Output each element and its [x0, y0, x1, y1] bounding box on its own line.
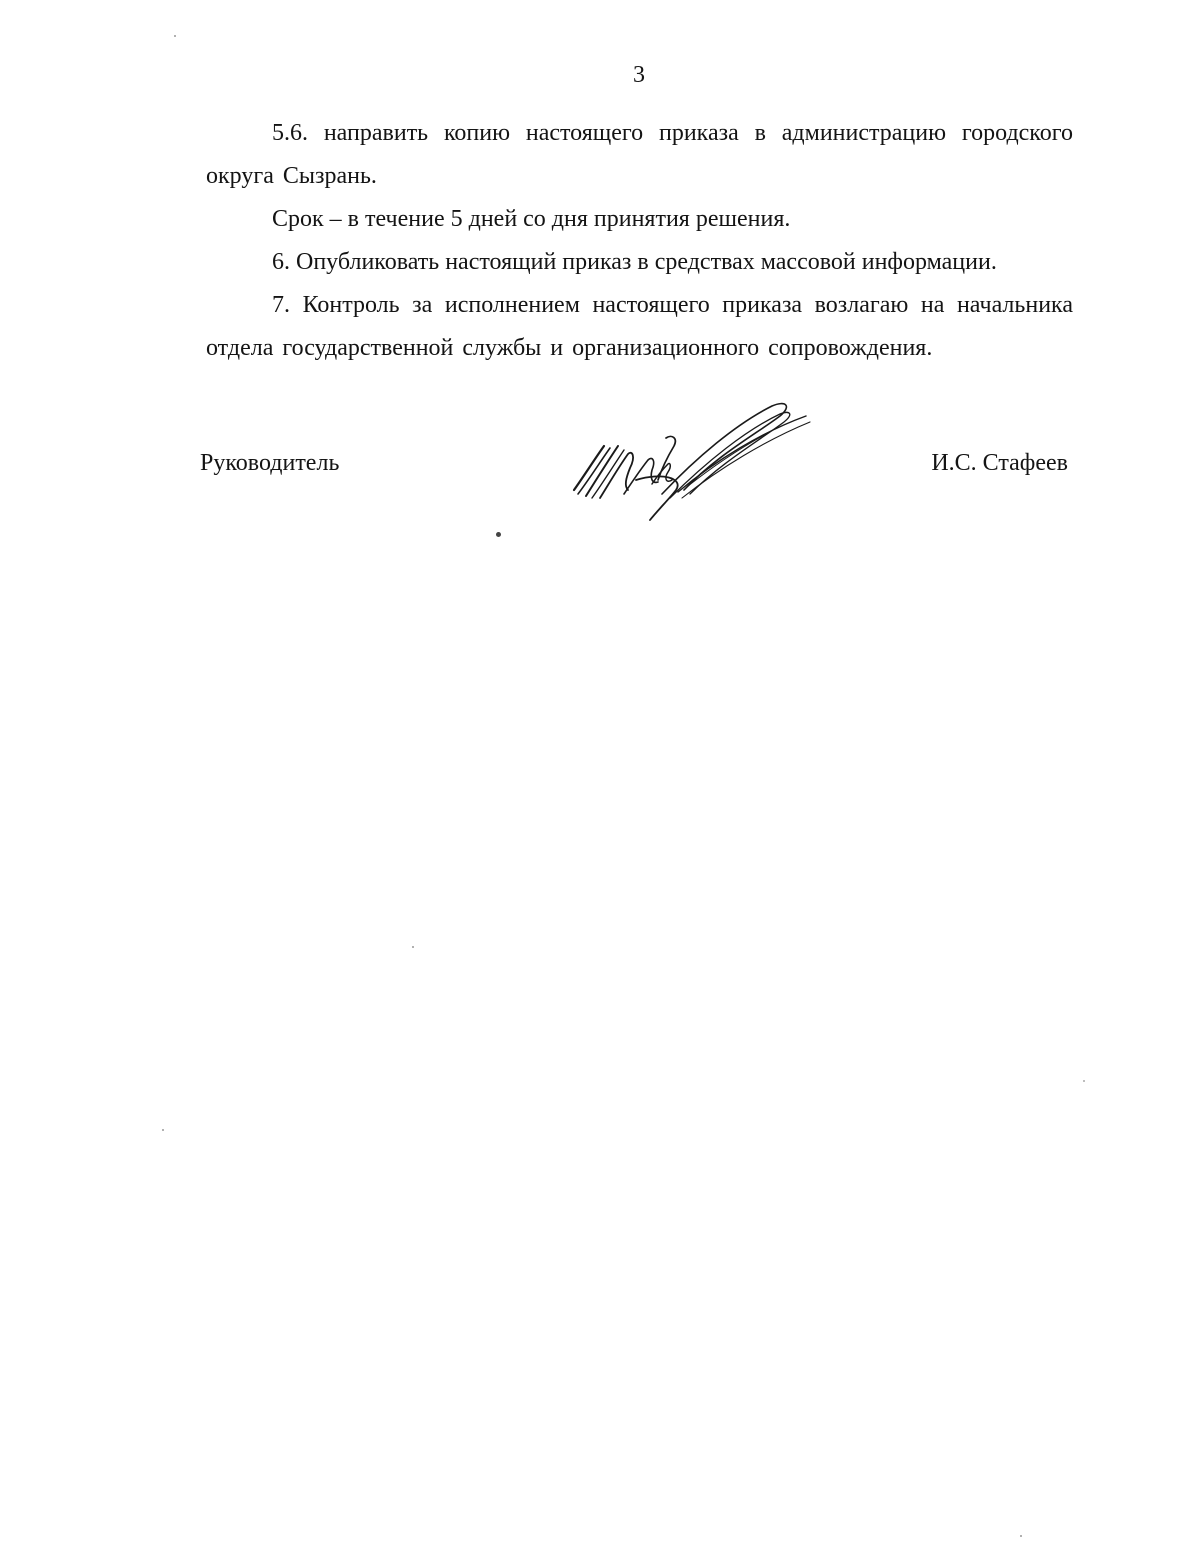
scan-speck: [1083, 1080, 1085, 1082]
paragraph-7: 7. Контроль за исполнением настоящего приказа возлагаю на начальника отдела государственной службы и организационного сопровождения.: [206, 292, 1073, 361]
scan-speck: [496, 532, 501, 537]
paragraph-5-6: 5.6. направить копию настоящего приказа в администрацию городского округа Сызрань.: [206, 120, 1073, 189]
signer-name: И.С. Стафеев: [931, 450, 1068, 476]
scan-speck: [412, 946, 414, 948]
scan-speck: [1020, 1535, 1022, 1537]
scan-speck: [162, 1129, 164, 1131]
page-number: 3: [633, 62, 645, 88]
signer-title: Руководитель: [200, 450, 340, 476]
paragraph-6: 6. Опубликовать настоящий приказ в средствах массовой информации.: [272, 249, 997, 275]
document-body: [206, 112, 1073, 370]
paragraph-deadline: Срок – в течение 5 дней со дня принятия решения.: [272, 206, 791, 232]
scan-speck: [174, 35, 176, 37]
signature-icon: [566, 398, 816, 526]
